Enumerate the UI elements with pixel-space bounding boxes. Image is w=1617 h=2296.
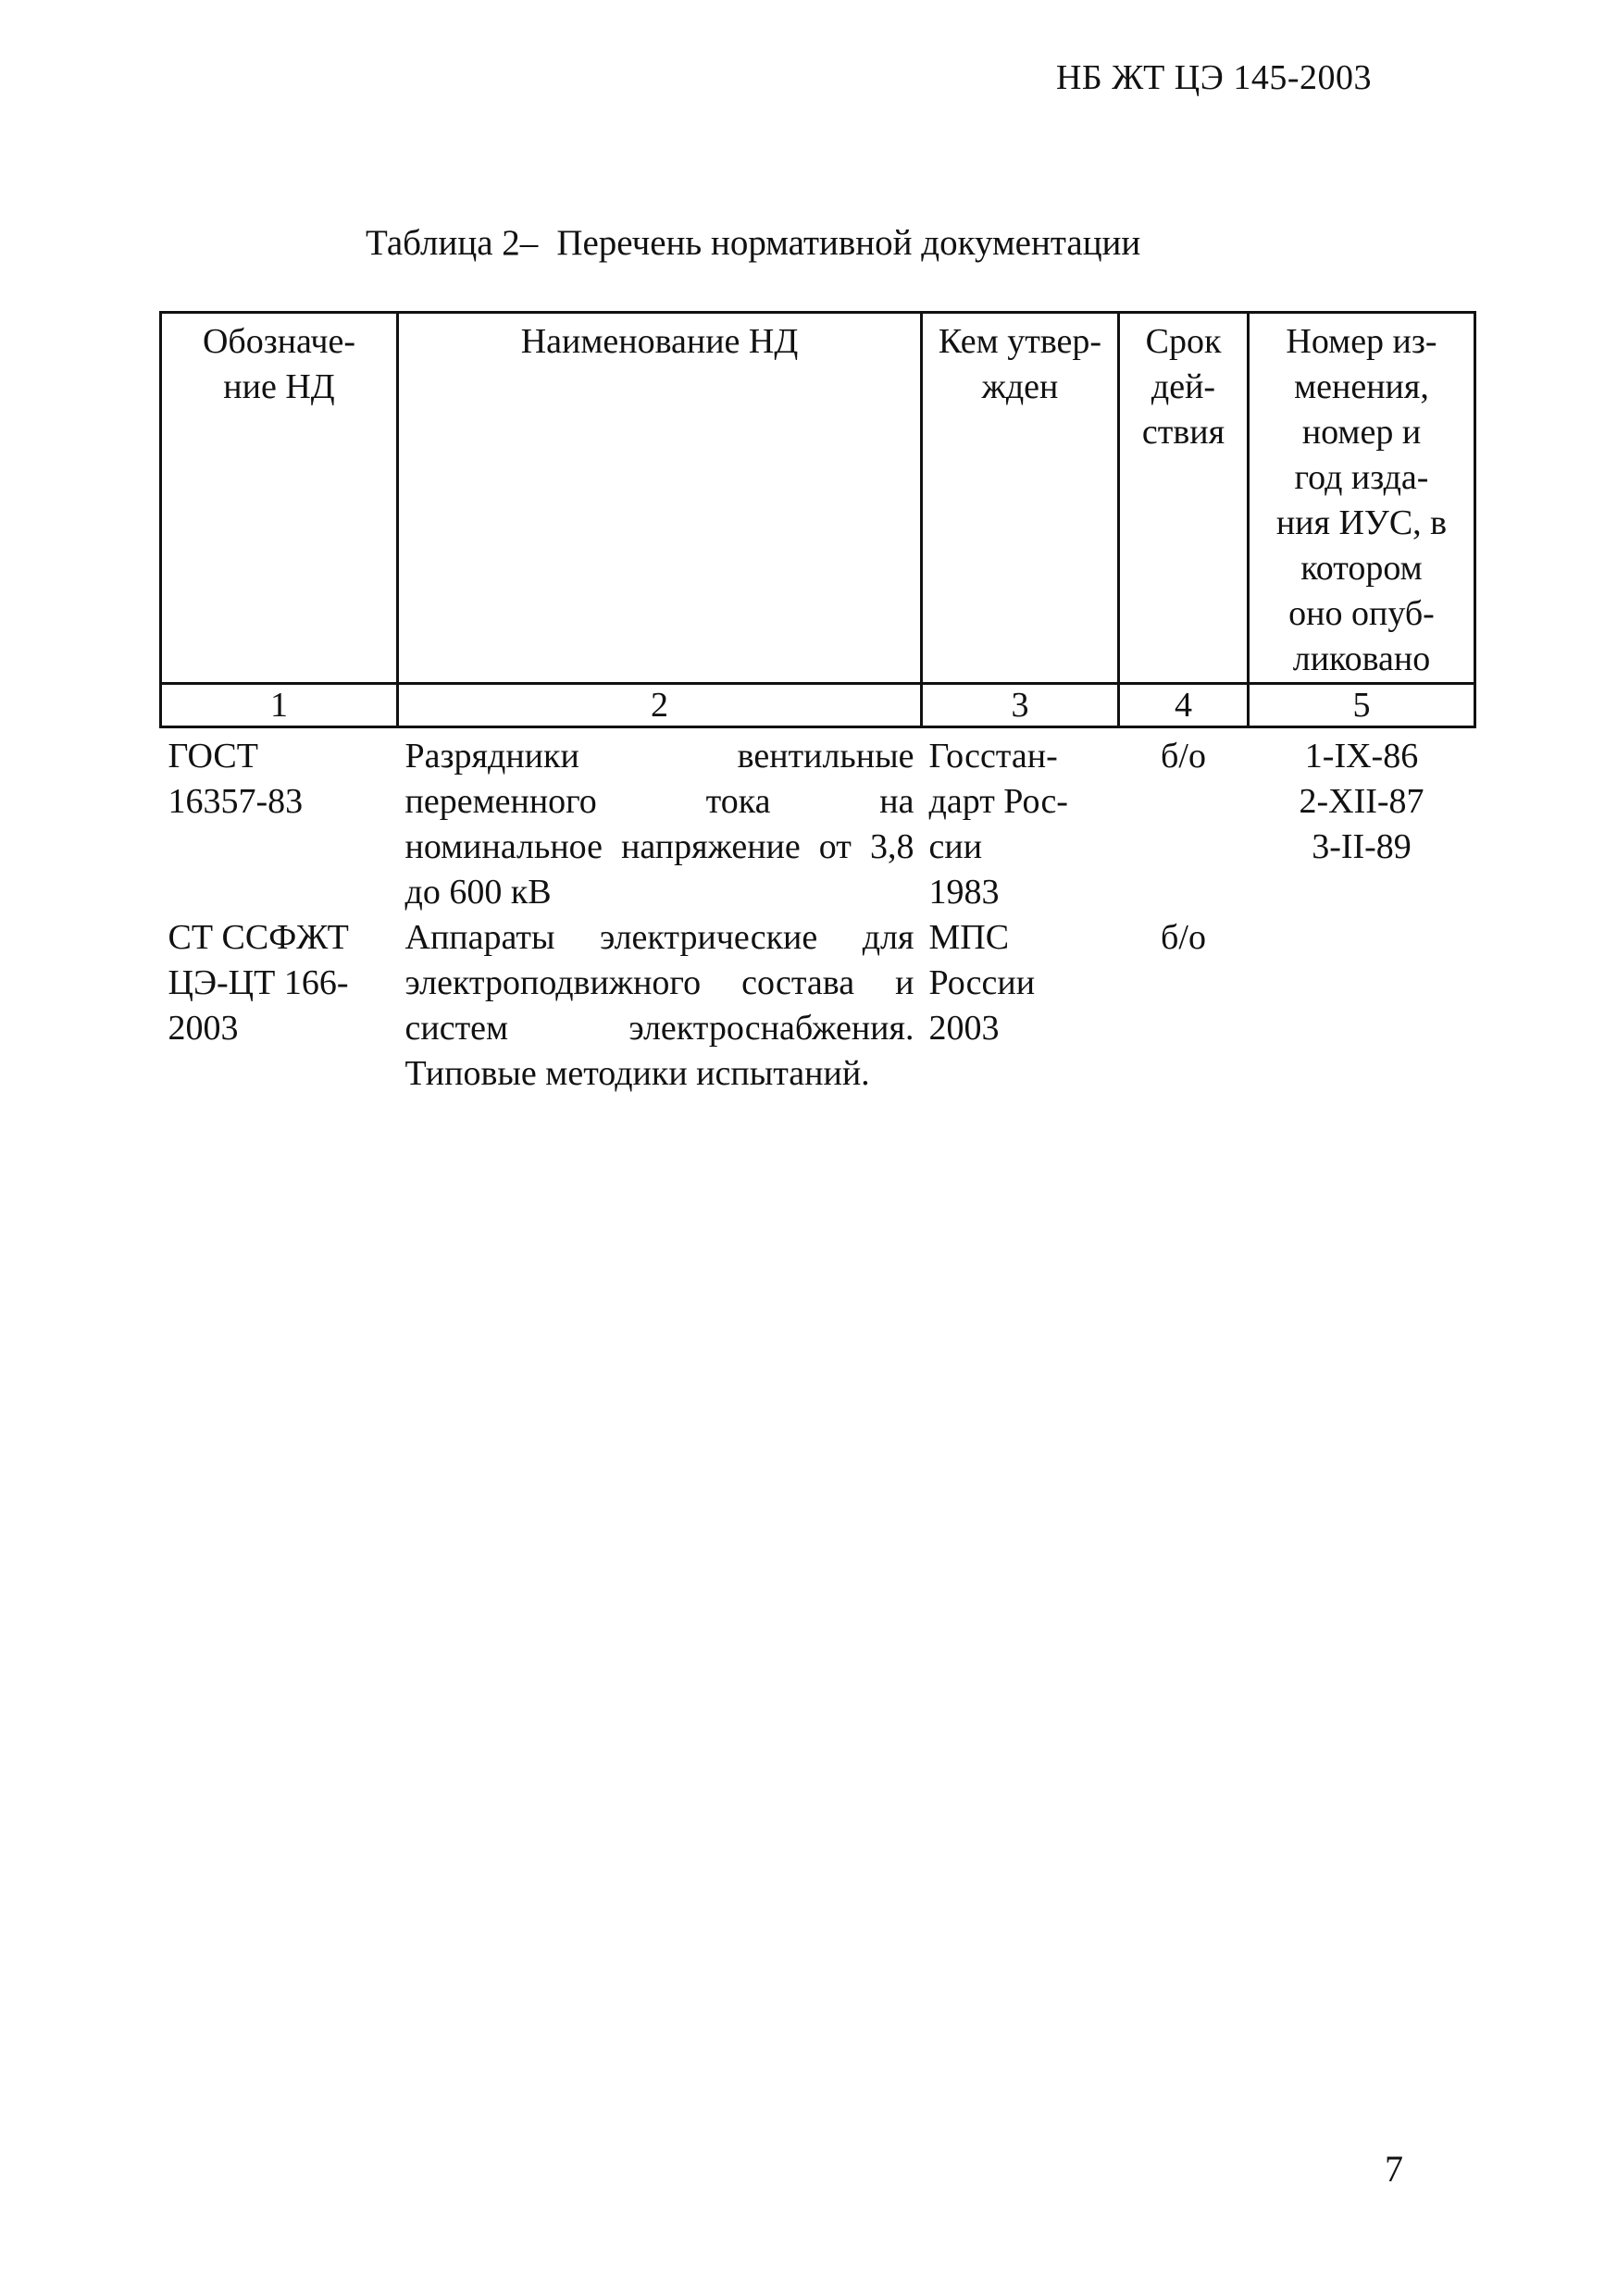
cell-term: б/о: [1161, 737, 1206, 776]
document-code: НБ ЖТ ЦЭ 145-2003: [1055, 58, 1372, 97]
cell-term: б/о: [1161, 918, 1206, 957]
column-header-term: Срок дей- ствия: [1119, 313, 1249, 684]
column-header-name: Наименование НД: [398, 313, 922, 684]
table-header-row: [161, 313, 1475, 684]
column-number: 5: [1249, 684, 1475, 727]
cell-name: Разрядники вентильные переменного тока на номинальное напряжение от 3,8 до 600 кВ: [404, 737, 914, 912]
cell-name: Аппараты электрические для электроподвижного состава и систем электроснабжения. Типовые методики испытаний.: [404, 918, 914, 1093]
cell-designation: ГОСТ 16357-83: [168, 737, 304, 821]
column-number: 2: [398, 684, 922, 727]
column-number-row: [161, 684, 1475, 727]
column-number: 3: [922, 684, 1119, 727]
column-number: 1: [161, 684, 398, 727]
column-header-changes: Номер из- менения, номер и год изда- ния ИУС, в котором оно опуб- ликовано: [1249, 313, 1475, 684]
normative-documents-table: [159, 311, 1476, 1097]
cell-approved-by: Госстан- дарт Рос- сии 1983: [928, 737, 1068, 912]
table-row: [161, 727, 1475, 916]
column-header-approved-by: Кем утвер- жден: [922, 313, 1119, 684]
page-number: 7: [1385, 2148, 1403, 2190]
cell-changes: [1249, 915, 1475, 1097]
table-row: [161, 915, 1475, 1097]
table-caption-title: Перечень нормативной документации: [556, 223, 1141, 263]
column-header-designation: Обозначе- ние НД: [161, 313, 398, 684]
cell-approved-by: МПС России 2003: [928, 918, 1036, 1048]
cell-changes: 1-IX-86 2-XII-87 3-II-89: [1299, 737, 1424, 866]
cell-designation: СТ ССФЖТ ЦЭ-ЦТ 166- 2003: [168, 918, 349, 1048]
table-caption-label: Таблица 2–: [366, 223, 539, 263]
column-number: 4: [1119, 684, 1249, 727]
table-caption: [366, 222, 1140, 264]
